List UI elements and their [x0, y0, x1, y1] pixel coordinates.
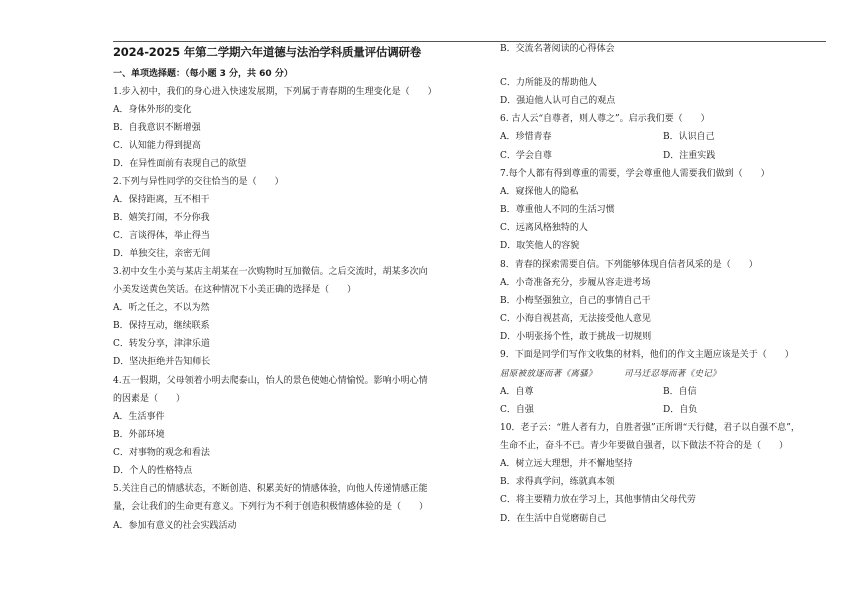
question-7: 7.每个人都有得到尊重的需要，学会尊重他人需要我们做到（ ）: [500, 169, 770, 179]
question-9-option-d: D．自负: [663, 405, 698, 415]
question-4-option-d: D．个人的性格特点: [113, 466, 193, 476]
question-1: 1.步入初中，我们的身心进入快速发展期，下列属于青春期的生理变化是（ ）: [113, 87, 437, 97]
question-7-option-a: A．窥探他人的隐私: [500, 187, 579, 197]
question-3-line-2: 小美发送黄色笑话。在这种情况下小美正确的选择是（ ）: [113, 285, 357, 295]
question-2-option-d: D．单独交往，亲密无间: [113, 249, 211, 259]
question-4-line-1: 4.五一假期，父母领着小明去爬泰山，怡人的景色使她心情愉悦。影响小明心情: [113, 376, 428, 386]
question-9-material-2: 司马迁忍辱而著《史记》: [624, 369, 721, 379]
question-9-option-b: B．自信: [663, 387, 697, 397]
question-9-option-c: C．自强: [500, 405, 534, 415]
question-5-option-a: A．参加有意义的社会实践活动: [113, 521, 237, 531]
question-9-material-1: 屈原被放逐而著《离骚》: [500, 369, 597, 379]
question-5-option-d: D．强迫他人认可自己的观点: [500, 96, 616, 106]
question-10-line-2: 生命不止，奋斗不已。青少年要做自强者，以下做法不符合的是（ ）: [500, 441, 789, 451]
question-8: 8．青春的探索需要自信。下列能够体现自信者风采的是（ ）: [500, 260, 758, 270]
question-3-line-1: 3.初中女生小美与某店主胡某在一次购物时互加微信。之后交流时，胡某多次向: [113, 267, 428, 277]
question-9: 9．下面是同学们写作文收集的材料，他们的作文主题应该是关于（ ）: [500, 350, 794, 360]
page-title: 2024-2025 年第二学期六年道德与法治学科质量评估调研卷: [113, 45, 422, 59]
question-4-option-c: C．对事物的观念和看法: [113, 448, 210, 458]
question-6: 6. 古人云“自尊者，则人尊之”。启示我们要（ ）: [500, 114, 710, 124]
question-5-option-b: B．交流名著阅读的心得体会: [500, 44, 615, 54]
question-2-option-c: C．言谈得体，举止得当: [113, 231, 210, 241]
question-4-option-b: B．外部环境: [113, 430, 165, 440]
question-5-option-c: C．力所能及的帮助他人: [500, 78, 597, 88]
question-7-option-b: B．尊重他人不同的生活习惯: [500, 205, 615, 215]
question-2: 2.下列与异性同学的交往恰当的是（ ）: [113, 177, 284, 187]
question-10-line-1: 10．老子云：“胜人者有力，自胜者强”正所谓“天行健，君子以自强不息”，: [500, 423, 800, 433]
question-10-option-b: B．求得真学问，练就真本领: [500, 477, 615, 487]
question-6-option-a: A．珍惜青春: [500, 132, 552, 142]
question-3-option-a: A．听之任之，不以为然: [113, 303, 210, 313]
question-9-option-a: A．自尊: [500, 387, 534, 397]
question-6-option-d: D．注重实践: [663, 151, 716, 161]
question-6-option-b: B．认识自己: [663, 132, 715, 142]
question-3-option-c: C．转发分享，津津乐道: [113, 339, 210, 349]
question-8-option-b: B．小梅坚强独立，自己的事情自己干: [500, 296, 651, 306]
question-8-option-d: D．小明张扬个性，敢于挑战一切规则: [500, 332, 652, 342]
question-2-option-b: B．嬉笑打闹，不分你我: [113, 213, 210, 223]
header-rule: [113, 41, 826, 42]
question-8-option-c: C．小海自视甚高，无法接受他人意见: [500, 314, 651, 324]
question-1-option-d: D．在异性面前有表现自己的欲望: [113, 159, 247, 169]
question-2-option-a: A．保持距离，互不相干: [113, 195, 210, 205]
question-7-option-d: D．取笑他人的容貌: [500, 241, 580, 251]
question-3-option-d: D．坚决拒绝并告知师长: [113, 357, 211, 367]
question-4-line-2: 的因素是（ ）: [113, 394, 186, 404]
question-1-option-c: C．认知能力得到提高: [113, 141, 201, 151]
section-heading: 一、单项选择题：（每小题 3 分，共 60 分）: [113, 69, 293, 79]
question-10-option-c: C．将主要精力放在学习上，其他事情由父母代劳: [500, 495, 696, 505]
question-10-option-a: A．树立远大理想，并不懈地坚持: [500, 459, 633, 469]
question-5-line-2: 量，会让我们的生命更有意义。下列行为不利于创造积极情感体验的是（ ）: [113, 502, 429, 512]
question-7-option-c: C．远离风格独特的人: [500, 223, 588, 233]
question-3-option-b: B．保持互动，继续联系: [113, 321, 210, 331]
question-1-option-b: B．自我意识不断增强: [113, 123, 201, 133]
question-1-option-a: A．身体外形的变化: [113, 105, 192, 115]
question-5-line-1: 5.关注自己的情感状态，不断创造、积累美好的情感体验，向他人传递情感正能: [113, 484, 428, 494]
question-4-option-a: A．生活事件: [113, 412, 165, 422]
question-10-option-d: D．在生活中自觉磨砺自己: [500, 514, 607, 524]
question-6-option-c: C．学会自尊: [500, 151, 552, 161]
question-8-option-a: A．小奇准备充分，步履从容走进考场: [500, 278, 651, 288]
